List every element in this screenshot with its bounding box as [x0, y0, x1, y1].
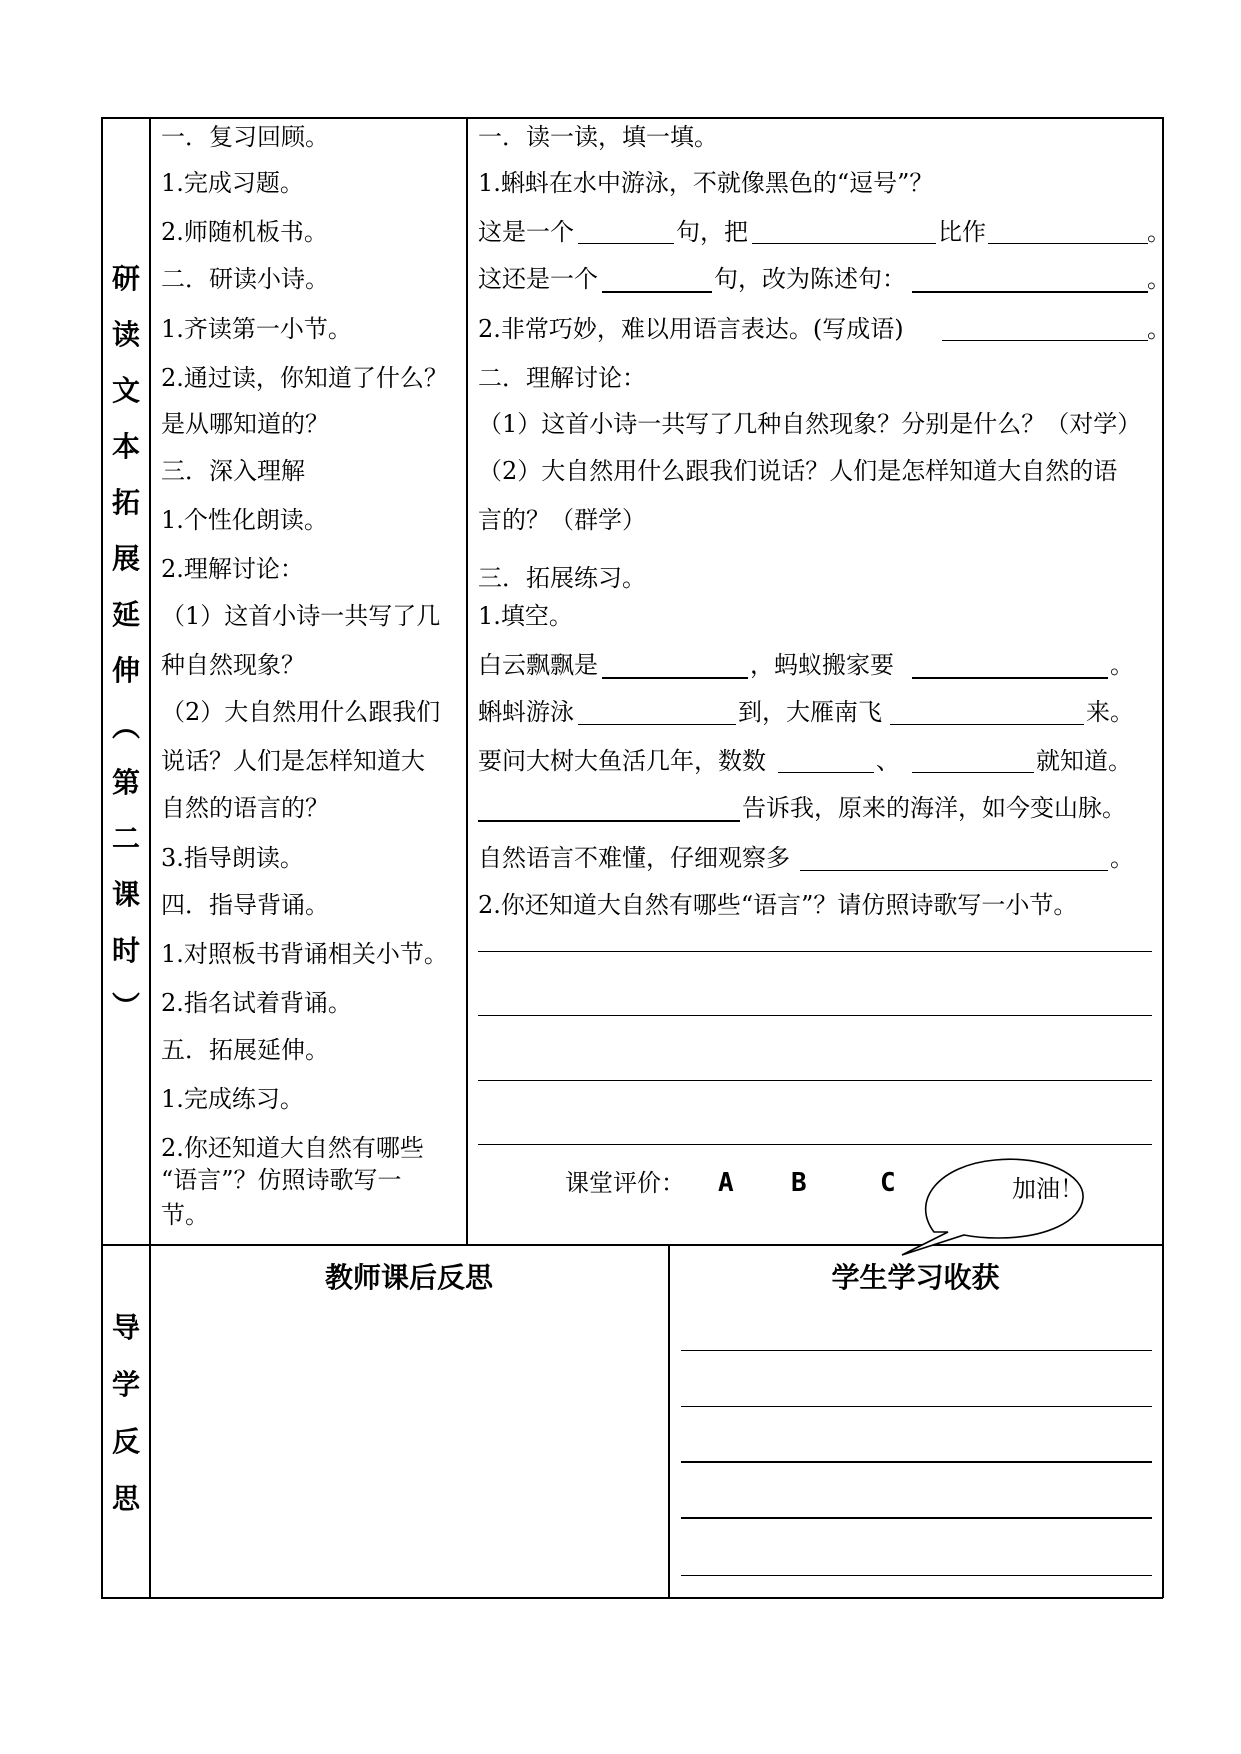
side-label-char: 读	[111, 318, 140, 351]
fill-5b: 。	[1110, 844, 1134, 872]
step-line: 自然的语言的？	[161, 794, 329, 822]
side-label-char: 伸	[111, 654, 140, 687]
step-line: 1.完成练习。	[161, 1085, 304, 1113]
answer-blank[interactable]	[912, 677, 1108, 679]
teacher-reflection-title: 教师课后反思	[324, 1261, 493, 1294]
fill-1a: 白云飘飘是	[478, 651, 598, 679]
fill-3c: 就知道。	[1036, 747, 1132, 775]
side-label-char: 二	[111, 822, 140, 855]
part3-title: 三．拓展练习。	[478, 564, 646, 592]
step-line: 1.齐读第一小节。	[161, 315, 352, 343]
side-label-char: 第	[111, 766, 140, 799]
question-2: 2.非常巧妙，难以用语言表达。(写成语)	[478, 315, 904, 343]
fill-1b: ，蚂蚁搬家要	[750, 651, 894, 679]
q1-line1-d: 。	[1147, 218, 1171, 246]
teacher-student-divider	[466, 117, 468, 1245]
side-label-char: 展	[111, 542, 140, 575]
answer-blank[interactable]	[602, 291, 712, 293]
evaluation-label: 课堂评价：	[565, 1169, 685, 1197]
step-line: 三．深入理解	[161, 457, 305, 485]
q1-line1-b: 句，把	[676, 218, 748, 246]
answer-blank[interactable]	[578, 724, 736, 725]
side-label-char: 反	[111, 1425, 140, 1458]
answer-blank[interactable]	[800, 870, 1108, 871]
discussion-2b: 言的？（群学）	[478, 506, 646, 534]
q1-line1-a: 这是一个	[478, 218, 574, 246]
part1-title: 一．读一读，填一填。	[478, 123, 718, 151]
reflection-divider	[668, 1244, 670, 1598]
speech-bubble	[870, 1140, 1140, 1260]
answer-blank[interactable]	[778, 772, 874, 773]
table-border-top	[101, 117, 1163, 119]
fill-2b: 到，大雁南飞	[738, 698, 882, 726]
side-label-char: 导	[111, 1311, 140, 1344]
step-line: 二．研读小诗。	[161, 265, 329, 293]
exercise-1: 1.填空。	[478, 602, 573, 630]
step-line: 节。	[161, 1201, 209, 1229]
fill-1c: 。	[1110, 651, 1134, 679]
step-line: 2.指名试着背诵。	[161, 989, 352, 1017]
q1-line2-c: 。	[1147, 265, 1171, 293]
answer-blank[interactable]	[988, 243, 1148, 244]
step-line: 2.理解讨论：	[161, 555, 304, 583]
answer-blank[interactable]	[752, 243, 936, 244]
step-line: 1.对照板书背诵相关小节。	[161, 940, 448, 968]
answer-blank[interactable]	[912, 291, 1148, 293]
answer-blank[interactable]	[942, 340, 1148, 341]
step-line: 一．复习回顾。	[161, 123, 329, 151]
grade-b[interactable]: B	[791, 1168, 807, 1198]
writing-line[interactable]	[681, 1517, 1152, 1519]
table-border-left	[101, 117, 103, 1598]
answer-blank[interactable]	[912, 772, 1034, 773]
fill-4: 告诉我，原来的海洋，如今变山脉。	[742, 794, 1126, 822]
answer-blank[interactable]	[578, 243, 674, 244]
q1-line2-a: 这还是一个	[478, 265, 598, 293]
step-line: 2.师随机板书。	[161, 218, 328, 246]
side-label-char: 延	[111, 598, 140, 631]
q1-line2-b: 句，改为陈述句：	[714, 265, 906, 293]
side-label-char: 文	[111, 374, 140, 407]
part2-title: 二．理解讨论：	[478, 364, 646, 392]
side-label-char: 本	[111, 430, 140, 463]
student-gains-title: 学生学习收获	[831, 1261, 1000, 1294]
grade-a[interactable]: A	[718, 1168, 734, 1198]
fill-3b: 、	[876, 747, 900, 775]
side-label-char: ︶	[111, 990, 140, 1023]
side-label-char: 思	[111, 1482, 140, 1515]
writing-line[interactable]	[478, 1015, 1152, 1016]
side-label-char: 拓	[111, 486, 140, 519]
step-line: 五．拓展延伸。	[161, 1036, 329, 1064]
step-line: 四．指导背诵。	[161, 891, 329, 919]
step-line: 3.指导朗读。	[161, 844, 304, 872]
step-line: （2）大自然用什么跟我们	[161, 698, 441, 726]
step-line: 说话？人们是怎样知道大	[161, 747, 425, 775]
q1-line1-c: 比作	[938, 218, 986, 246]
writing-line[interactable]	[681, 1350, 1152, 1351]
exercise-2: 2.你还知道大自然有哪些“语言”？请仿照诗歌写一小节。	[478, 891, 1078, 919]
step-line: 1.个性化朗读。	[161, 506, 328, 534]
answer-blank[interactable]	[890, 724, 1084, 725]
fill-2c: 来。	[1086, 698, 1134, 726]
discussion-1: （1）这首小诗一共写了几种自然现象？分别是什么？（对学）	[478, 410, 1142, 438]
side-label-char: 时	[111, 934, 140, 967]
side-label-char: 课	[111, 878, 140, 911]
step-line: “语言”？仿照诗歌写一	[161, 1166, 402, 1194]
writing-line[interactable]	[681, 1575, 1152, 1576]
writing-line[interactable]	[478, 951, 1152, 952]
fill-2a: 蝌蚪游泳	[478, 698, 574, 726]
step-line: 种自然现象？	[161, 651, 305, 679]
side-label-char: ︵	[111, 710, 140, 743]
step-line: 2.你还知道大自然有哪些	[161, 1134, 424, 1162]
side-label-char: 研	[111, 262, 140, 295]
step-line: 1.完成习题。	[161, 169, 304, 197]
step-line: （1）这首小诗一共写了几	[161, 602, 441, 630]
discussion-2a: （2）大自然用什么跟我们说话？人们是怎样知道大自然的语	[478, 457, 1118, 485]
fill-3a: 要问大树大鱼活几年，数数	[478, 747, 766, 775]
bubble-text: 加油！	[1012, 1175, 1084, 1203]
grade-c[interactable]: C	[880, 1168, 896, 1198]
question-1: 1.蝌蚪在水中游泳，不就像黑色的“逗号”？	[478, 169, 934, 197]
answer-blank[interactable]	[478, 820, 740, 822]
side-label-char: 学	[111, 1368, 140, 1401]
step-line: 是从哪知道的？	[161, 410, 329, 438]
writing-line[interactable]	[681, 1461, 1152, 1463]
question-2-end: 。	[1147, 315, 1171, 343]
step-line: 2.通过读，你知道了什么？	[161, 364, 448, 392]
fill-5a: 自然语言不难懂，仔细观察多	[478, 844, 790, 872]
label-column-divider	[149, 117, 151, 1598]
answer-blank[interactable]	[602, 677, 748, 679]
table-border-bottom	[101, 1597, 1163, 1599]
writing-line[interactable]	[681, 1406, 1152, 1407]
writing-line[interactable]	[478, 1080, 1152, 1081]
